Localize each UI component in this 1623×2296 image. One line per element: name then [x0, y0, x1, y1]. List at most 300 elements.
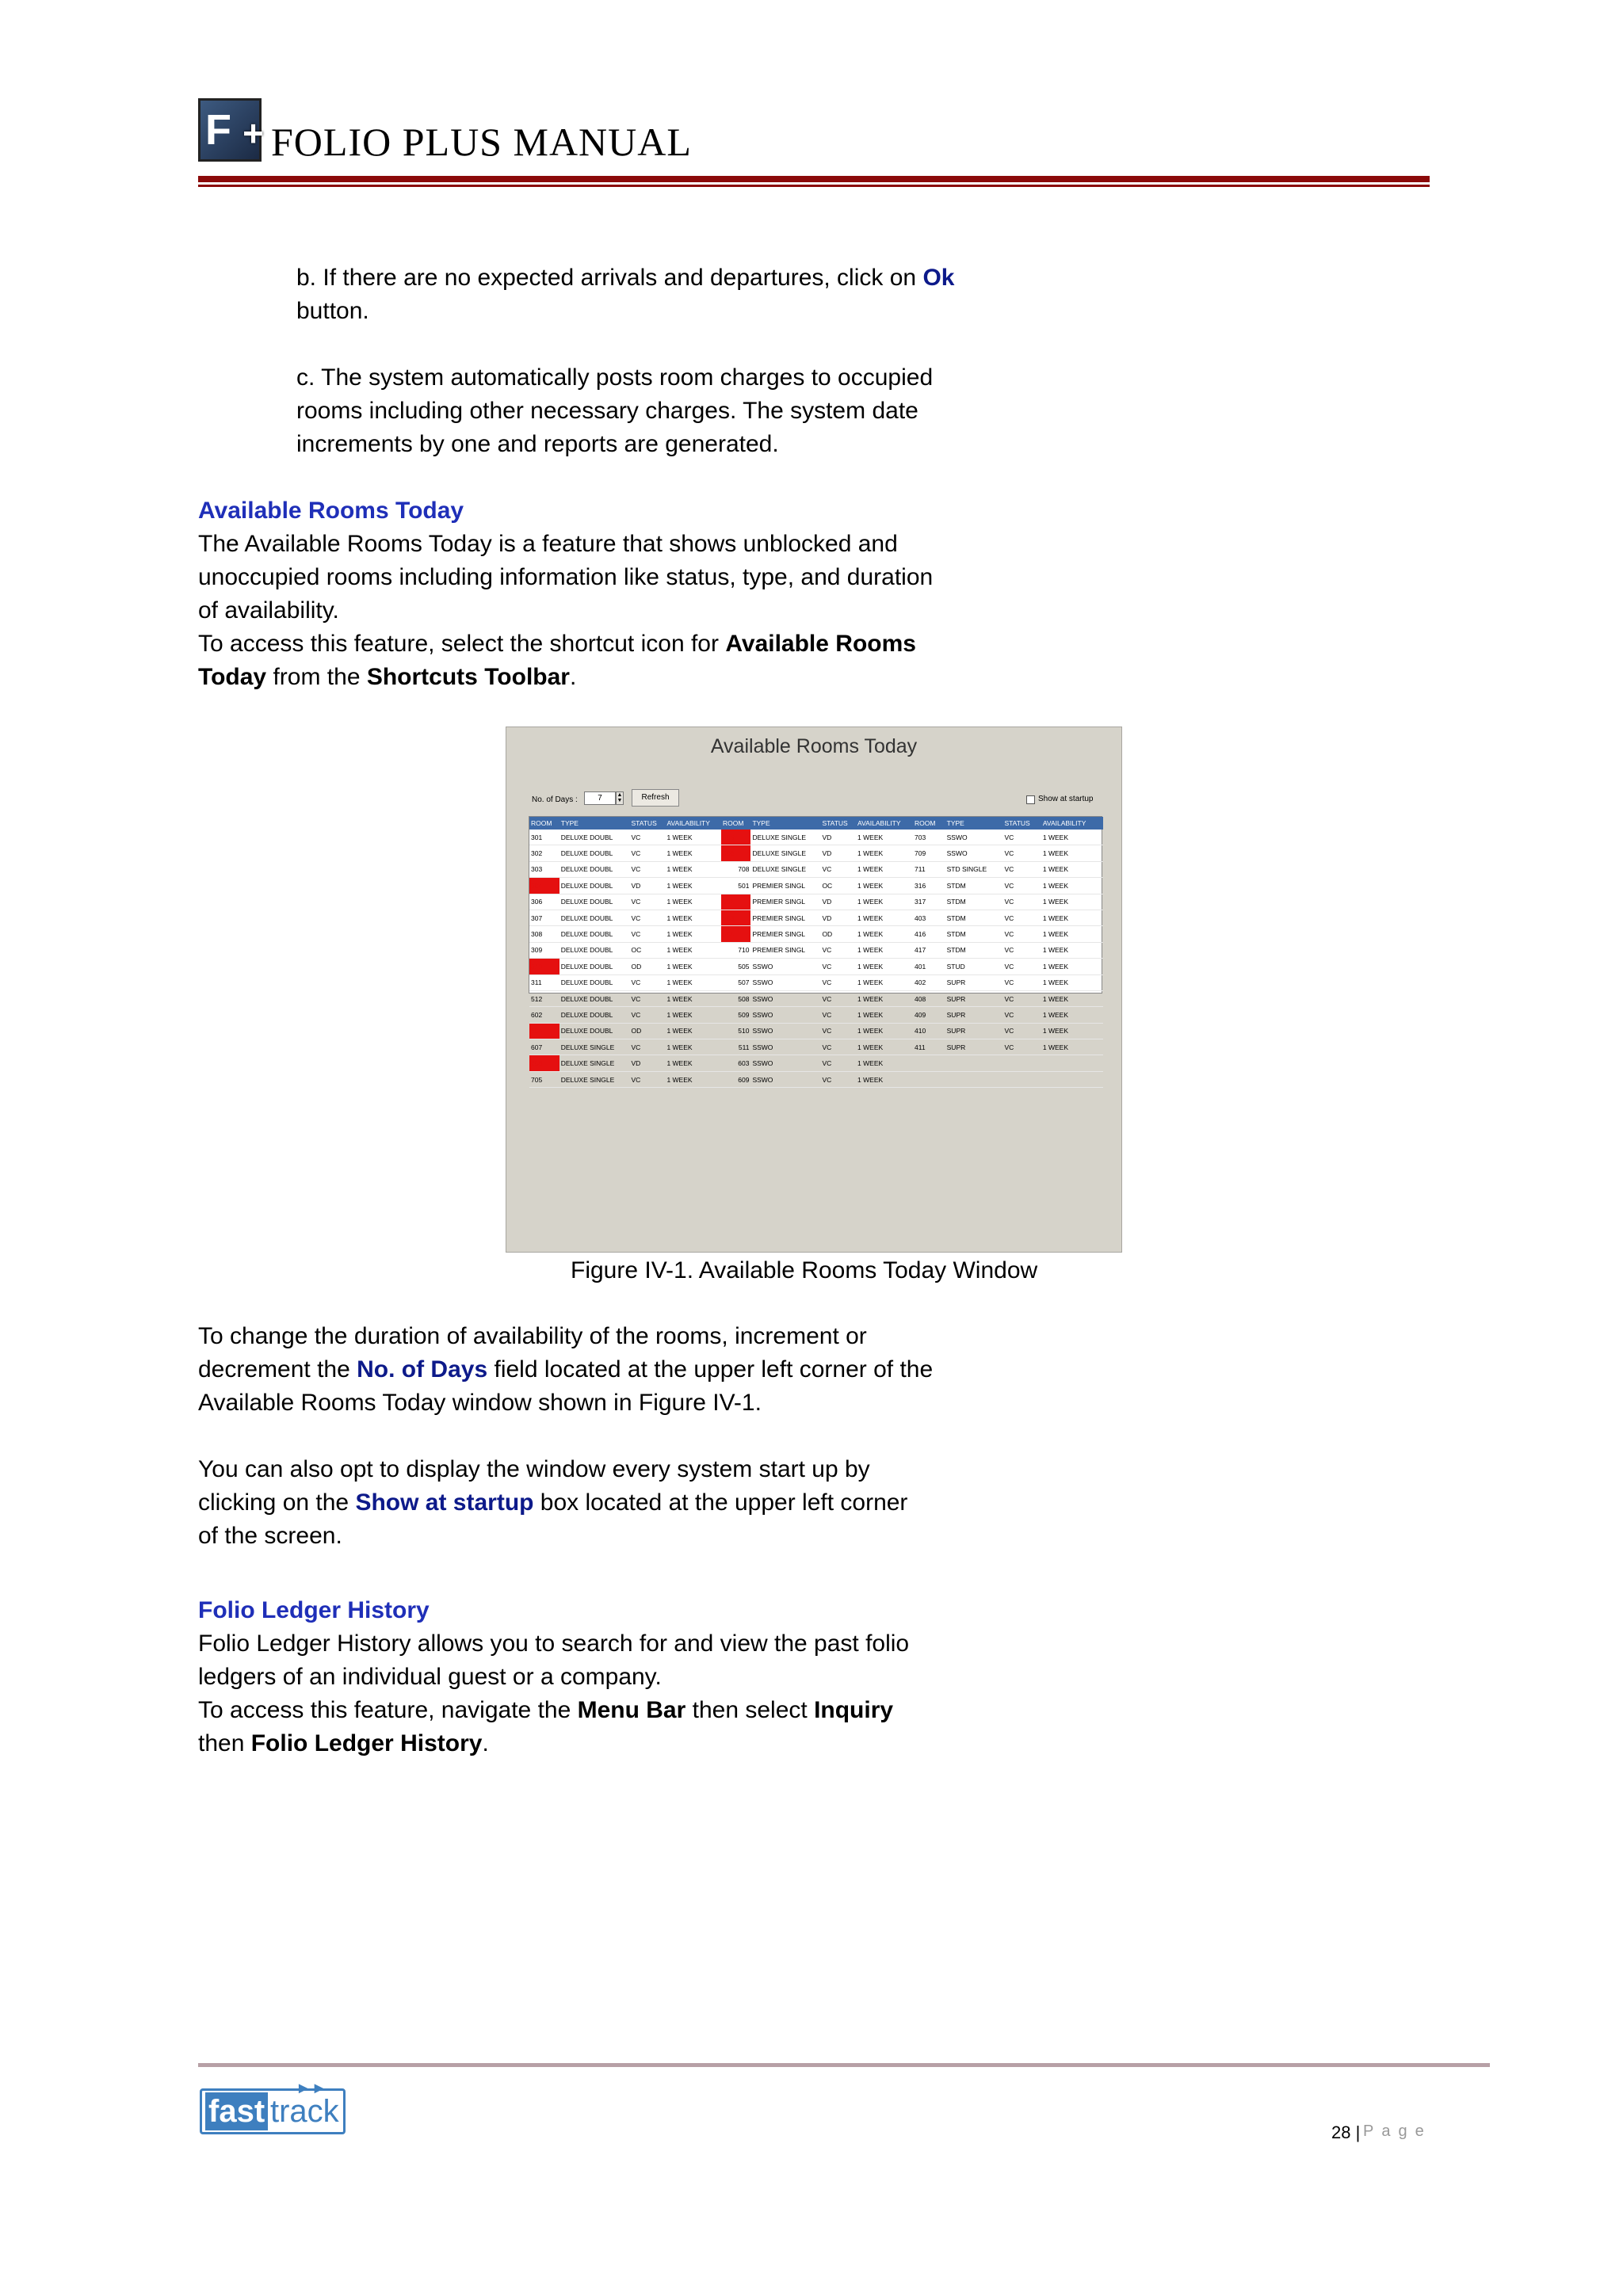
table-row[interactable] — [913, 830, 1103, 845]
table-cell: 503 — [721, 910, 750, 925]
table-cell: 1 WEEK — [856, 1071, 913, 1087]
para-days-line3: Available Rooms Today window shown in Figure IV-1. — [198, 1390, 762, 1416]
column-header-room[interactable]: ROOM — [913, 817, 945, 830]
table-cell: VC — [1002, 990, 1041, 1006]
table-cell: 1 WEEK — [665, 845, 723, 861]
table-cell: 1 WEEK — [856, 830, 913, 845]
section1-line5-end: . — [569, 664, 577, 690]
table-cell: VC — [1002, 1023, 1041, 1039]
table-cell: 1 WEEK — [1041, 845, 1103, 861]
table-row[interactable] — [529, 894, 723, 910]
column-header-room[interactable]: ROOM — [721, 817, 750, 830]
table-cell: 1 WEEK — [856, 1023, 913, 1039]
table-cell: 302 — [529, 845, 559, 861]
table-row[interactable] — [913, 926, 1103, 942]
section1-line4-bold: Available Rooms — [725, 631, 916, 657]
table-cell: VC — [1002, 1007, 1041, 1023]
para-startup-line2-end: box located at the upper left corner — [533, 1489, 908, 1516]
table-cell: 317 — [913, 894, 945, 910]
table-cell: 307 — [529, 910, 559, 925]
column-header-availability[interactable]: AVAILABILITY — [1041, 817, 1103, 830]
table-cell: VD — [820, 910, 856, 925]
table-cell: VC — [1002, 959, 1041, 974]
table-row[interactable] — [721, 845, 913, 861]
table-row[interactable] — [529, 1071, 723, 1087]
table-row[interactable] — [913, 974, 1103, 990]
table-cell: 416 — [913, 926, 945, 942]
column-header-type[interactable]: TYPE — [945, 817, 1003, 830]
document-title: FOLIO PLUS MANUAL — [271, 120, 692, 164]
table-cell: 1 WEEK — [665, 1007, 723, 1023]
table-cell — [945, 1071, 1003, 1087]
table-cell: 410 — [913, 1023, 945, 1039]
rooms-grid — [529, 816, 1102, 1084]
table-cell: 408 — [913, 990, 945, 1006]
section1-line5-mid: from the — [266, 664, 367, 690]
figure-caption: Figure IV-1. Available Rooms Today Window — [571, 1257, 1038, 1283]
table-cell: 411 — [913, 1039, 945, 1055]
ok-keyword: Ok — [922, 265, 955, 291]
table-cell: 602 — [529, 1007, 559, 1023]
table-cell: 316 — [913, 878, 945, 894]
table-cell: VD — [629, 1055, 665, 1071]
section1-line5-bold2: Shortcuts Toolbar — [366, 664, 570, 690]
table-row[interactable] — [529, 830, 723, 845]
table-row[interactable] — [913, 959, 1103, 974]
paragraph-no-of-days — [198, 1320, 933, 1420]
table-cell: STDM — [945, 878, 1003, 894]
paragraph-c-line3: increments by one and reports are generated. — [296, 431, 779, 457]
table-cell — [913, 1071, 945, 1087]
table-cell: VC — [629, 830, 665, 845]
table-cell: 1 WEEK — [1041, 1039, 1103, 1055]
section-heading-available-rooms: Available Rooms Today — [198, 498, 464, 524]
folio-plus-logo — [198, 98, 262, 162]
table-row[interactable] — [529, 1007, 723, 1023]
table-cell: 1 WEEK — [856, 974, 913, 990]
table-cell: 505 — [721, 959, 750, 974]
column-header-status[interactable]: STATUS — [1002, 817, 1041, 830]
table-cell: VD — [820, 894, 856, 910]
table-row[interactable] — [913, 861, 1103, 877]
table-cell: 1 WEEK — [856, 942, 913, 958]
table-cell: 409 — [913, 1007, 945, 1023]
table-cell: PREMIER SINGL — [750, 910, 820, 925]
page-word: Page — [1363, 2122, 1432, 2140]
table-cell: 401 — [913, 959, 945, 974]
section1-line4 — [198, 627, 933, 661]
table-row[interactable] — [529, 974, 723, 990]
table-row[interactable] — [529, 861, 723, 877]
section2-line3-mid: then select — [685, 1697, 815, 1723]
table-cell: OD — [629, 1023, 665, 1039]
table-cell: VC — [820, 1023, 856, 1039]
table-cell: 504 — [721, 926, 750, 942]
table-cell: 310 — [529, 959, 559, 974]
table-cell: VC — [1002, 1039, 1041, 1055]
table-cell: PREMIER SINGL — [750, 894, 820, 910]
table-cell: SSWO — [750, 1071, 820, 1087]
table-cell: DELUXE DOUBL — [559, 1023, 630, 1039]
logo-plus: + — [242, 113, 264, 154]
table-cell: 305 — [721, 830, 750, 845]
table-cell: 709 — [913, 845, 945, 861]
section1-line4-text: To access this feature, select the shortcut icon for — [198, 631, 726, 657]
table-cell: SSWO — [750, 990, 820, 1006]
table-cell: OC — [820, 878, 856, 894]
page-number-value: 28 — [1331, 2122, 1351, 2142]
table-cell: SUPR — [945, 1039, 1003, 1055]
table-cell: VC — [629, 845, 665, 861]
table-row[interactable] — [721, 974, 913, 990]
table-cell: 1 WEEK — [665, 830, 723, 845]
table-cell: DELUXE DOUBL — [559, 1007, 630, 1023]
table-cell: VC — [629, 1071, 665, 1087]
table-cell: VC — [629, 1007, 665, 1023]
no-of-days-input[interactable]: 7 — [584, 791, 616, 805]
section-heading-folio-ledger: Folio Ledger History — [198, 1597, 430, 1623]
table-cell: 1 WEEK — [1041, 990, 1103, 1006]
table-cell — [1041, 1071, 1103, 1087]
table-cell: 306 — [721, 845, 750, 861]
page-number — [1331, 2122, 1360, 2143]
header-rule — [198, 176, 1430, 182]
table-cell: 1 WEEK — [1041, 1007, 1103, 1023]
table-cell: DELUXE SINGLE — [559, 1055, 630, 1071]
header-rule-thin — [198, 185, 1430, 187]
table-cell: SSWO — [750, 1007, 820, 1023]
table-cell: 1 WEEK — [665, 910, 723, 925]
table-row[interactable] — [529, 910, 723, 925]
table-row[interactable] — [721, 894, 913, 910]
table-cell: SSWO — [750, 974, 820, 990]
table-cell: VC — [629, 926, 665, 942]
table-cell: SSWO — [945, 830, 1003, 845]
table-cell: 1 WEEK — [856, 861, 913, 877]
section2-line3 — [198, 1694, 909, 1727]
paragraph-c — [296, 361, 933, 461]
table-cell — [945, 1055, 1003, 1071]
table-cell — [1041, 1055, 1103, 1071]
table-row[interactable] — [721, 830, 913, 845]
column-header-status[interactable]: STATUS — [820, 817, 856, 830]
table-cell: 1 WEEK — [665, 878, 723, 894]
table-cell: 502 — [721, 894, 750, 910]
table-cell: VC — [820, 861, 856, 877]
table-cell: VC — [820, 1039, 856, 1055]
show-at-startup-label: Show at startup — [1038, 795, 1094, 803]
table-cell: VC — [1002, 942, 1041, 958]
table-cell: VC — [1002, 861, 1041, 877]
table-cell: VC — [629, 894, 665, 910]
show-at-startup-checkbox[interactable] — [1026, 795, 1035, 804]
table-cell: PREMIER SINGL — [750, 942, 820, 958]
table-cell: 1 WEEK — [665, 942, 723, 958]
section2-line3-text: To access this feature, navigate the — [198, 1697, 578, 1723]
table-cell: 1 WEEK — [665, 974, 723, 990]
column-header-availability[interactable]: AVAILABILITY — [856, 817, 913, 830]
para-days-line1: To change the duration of availability of the rooms, increment or — [198, 1323, 867, 1349]
table-cell: 507 — [721, 974, 750, 990]
table-cell: VC — [820, 959, 856, 974]
table-row[interactable] — [721, 990, 913, 1006]
table-row[interactable] — [721, 910, 913, 925]
para-days-line2-end: field located at the upper left corner of the — [487, 1356, 934, 1383]
table-cell: VC — [820, 990, 856, 1006]
table-cell: STDM — [945, 894, 1003, 910]
table-cell: VC — [1002, 878, 1041, 894]
table-cell: 1 WEEK — [1041, 910, 1103, 925]
section1-line2: unoccupied rooms including information like status, type, and duration — [198, 564, 934, 590]
paragraph-show-at-startup — [198, 1453, 907, 1553]
table-row[interactable] — [721, 1007, 913, 1023]
table-cell: VC — [820, 1007, 856, 1023]
table-cell: DELUXE DOUBL — [559, 942, 630, 958]
column-header-status[interactable]: STATUS — [629, 817, 665, 830]
table-cell: 417 — [913, 942, 945, 958]
table-cell: DELUXE SINGLE — [750, 830, 820, 845]
para-startup-line3: of the screen. — [198, 1523, 342, 1549]
paragraph-c-line1: c. The system automatically posts room charges to occupied — [296, 364, 934, 391]
fasttrack-arrows-icon: ►► — [296, 2080, 327, 2097]
section2-line4-text: then — [198, 1730, 251, 1756]
table-cell: 603 — [721, 1055, 750, 1071]
table-cell: VC — [629, 974, 665, 990]
table-cell: DELUXE DOUBL — [559, 861, 630, 877]
table-cell: STDM — [945, 926, 1003, 942]
table-cell — [1002, 1055, 1041, 1071]
table-cell: DELUXE DOUBL — [559, 878, 630, 894]
table-cell: DELUXE DOUBL — [559, 974, 630, 990]
refresh-button[interactable]: Refresh — [632, 789, 679, 807]
table-cell: SSWO — [750, 1055, 820, 1071]
table-row[interactable] — [913, 894, 1103, 910]
footer-rule — [198, 2063, 1490, 2067]
table-cell: SUPR — [945, 990, 1003, 1006]
section2-line1: Folio Ledger History allows you to search for and view the past folio — [198, 1630, 910, 1657]
fasttrack-logo — [200, 2080, 346, 2134]
section-folio-ledger-history — [198, 1594, 909, 1760]
table-cell: 1 WEEK — [856, 845, 913, 861]
table-row[interactable] — [721, 861, 913, 877]
table-cell: VC — [1002, 845, 1041, 861]
column-header-type[interactable]: TYPE — [750, 817, 820, 830]
table-cell: 703 — [913, 830, 945, 845]
table-cell: 1 WEEK — [856, 959, 913, 974]
table-cell: VC — [1002, 974, 1041, 990]
paragraph-c-line2: rooms including other necessary charges. The system date — [296, 398, 918, 424]
table-cell: DELUXE DOUBL — [559, 990, 630, 1006]
table-row[interactable] — [721, 942, 913, 958]
table-cell: DELUXE DOUBL — [559, 830, 630, 845]
table-cell: 508 — [721, 990, 750, 1006]
section-available-rooms — [198, 494, 933, 694]
table-cell: 607 — [529, 1039, 559, 1055]
table-cell: 1 WEEK — [665, 1071, 723, 1087]
section2-line2: ledgers of an individual guest or a company. — [198, 1664, 662, 1690]
table-row[interactable] — [721, 1039, 913, 1055]
table-row[interactable] — [721, 878, 913, 894]
table-cell: 301 — [529, 830, 559, 845]
paragraph-b-text: b. If there are no expected arrivals and departures, click on — [296, 265, 923, 291]
table-cell: OC — [629, 942, 665, 958]
window-title: Available Rooms Today — [710, 735, 918, 757]
table-row[interactable] — [721, 1071, 913, 1087]
table-cell: 1 WEEK — [856, 910, 913, 925]
table-cell: VC — [629, 1039, 665, 1055]
no-of-days-spinner[interactable]: ▲ ▼ — [617, 792, 623, 803]
table-row[interactable] — [913, 878, 1103, 894]
table-cell: 708 — [721, 861, 750, 877]
para-days-line2 — [198, 1353, 933, 1386]
no-of-days-keyword: No. of Days — [357, 1356, 488, 1383]
fasttrack-logo-track: track — [270, 2094, 339, 2129]
table-cell: 1 WEEK — [856, 894, 913, 910]
table-cell: 1 WEEK — [1041, 974, 1103, 990]
table-cell: SSWO — [945, 845, 1003, 861]
table-cell: STDM — [945, 910, 1003, 925]
table-cell: 1 WEEK — [665, 990, 723, 1006]
table-row[interactable] — [529, 1055, 723, 1071]
table-cell: 308 — [529, 926, 559, 942]
table-cell: 1 WEEK — [1041, 861, 1103, 877]
section2-line4-end: . — [482, 1730, 489, 1756]
table-cell: VC — [1002, 830, 1041, 845]
table-cell: 1 WEEK — [665, 1023, 723, 1039]
table-row[interactable] — [529, 1023, 723, 1039]
fasttrack-logo-fast: fast — [205, 2092, 268, 2130]
section1-line5-bold: Today — [198, 664, 267, 690]
table-cell: SSWO — [750, 1039, 820, 1055]
show-at-startup-keyword: Show at startup — [355, 1489, 534, 1516]
section1-line3: of availability. — [198, 597, 339, 624]
table-row[interactable] — [721, 926, 913, 942]
table-row[interactable] — [913, 910, 1103, 925]
table-cell: DELUXE DOUBL — [559, 926, 630, 942]
table-cell: 501 — [721, 878, 750, 894]
para-days-line2-text: decrement the — [198, 1356, 357, 1383]
table-cell: 1 WEEK — [665, 894, 723, 910]
table-row[interactable] — [529, 845, 723, 861]
table-row[interactable] — [913, 1055, 1103, 1071]
table-cell: PREMIER SINGL — [750, 926, 820, 942]
table-row[interactable] — [913, 942, 1103, 958]
table-cell: VC — [629, 861, 665, 877]
table-row[interactable] — [721, 1023, 913, 1039]
table-cell: SSWO — [750, 1023, 820, 1039]
table-cell: DELUXE DOUBL — [559, 894, 630, 910]
table-cell: 1 WEEK — [1041, 878, 1103, 894]
table-cell: 609 — [721, 1071, 750, 1087]
column-header-type[interactable]: TYPE — [559, 817, 630, 830]
table-cell: 1 WEEK — [665, 1055, 723, 1071]
table-cell: 1 WEEK — [856, 990, 913, 1006]
para-startup-line2-text: clicking on the — [198, 1489, 356, 1516]
table-cell: 1 WEEK — [665, 926, 723, 942]
table-cell: VC — [820, 942, 856, 958]
section2-line4 — [198, 1727, 909, 1760]
table-row[interactable] — [913, 1071, 1103, 1087]
table-cell: 1 WEEK — [1041, 1023, 1103, 1039]
table-cell: 1 WEEK — [856, 1007, 913, 1023]
table-row[interactable] — [913, 990, 1103, 1006]
table-cell: 1 WEEK — [665, 959, 723, 974]
table-cell: DELUXE SINGLE — [750, 845, 820, 861]
table-row[interactable] — [913, 1039, 1103, 1055]
table-cell: STUD — [945, 959, 1003, 974]
column-header-room[interactable]: ROOM — [529, 817, 559, 830]
table-cell: 1 WEEK — [1041, 894, 1103, 910]
table-cell: 512 — [529, 990, 559, 1006]
table-cell: VC — [820, 1071, 856, 1087]
table-cell: VC — [820, 974, 856, 990]
table-cell: 1 WEEK — [665, 861, 723, 877]
table-cell: 604 — [529, 1023, 559, 1039]
table-cell: 1 WEEK — [856, 1055, 913, 1071]
table-cell: DELUXE DOUBL — [559, 959, 630, 974]
table-cell: OD — [820, 926, 856, 942]
table-cell: PREMIER SINGL — [750, 878, 820, 894]
table-cell: VC — [1002, 926, 1041, 942]
table-row[interactable] — [529, 959, 723, 974]
para-startup-line1: You can also opt to display the window every system start up by — [198, 1456, 870, 1482]
table-row[interactable] — [529, 1039, 723, 1055]
table-cell: SUPR — [945, 974, 1003, 990]
table-cell: 1 WEEK — [856, 878, 913, 894]
paragraph-b-line2: button. — [296, 298, 369, 324]
folio-ledger-history-keyword: Folio Ledger History — [250, 1730, 483, 1756]
no-of-days-label: No. of Days : — [532, 795, 578, 804]
table-cell: 510 — [721, 1023, 750, 1039]
table-cell: SUPR — [945, 1023, 1003, 1039]
table-cell: 1 WEEK — [856, 926, 913, 942]
table-row[interactable] — [721, 959, 913, 974]
para-startup-line2 — [198, 1486, 907, 1520]
table-row[interactable] — [721, 1055, 913, 1071]
table-row[interactable] — [529, 878, 723, 894]
table-cell: 1 WEEK — [1041, 926, 1103, 942]
table-cell: 306 — [529, 894, 559, 910]
table-cell: 1 WEEK — [1041, 830, 1103, 845]
table-row[interactable] — [913, 845, 1103, 861]
table-cell: 1 WEEK — [1041, 959, 1103, 974]
table-row[interactable] — [913, 1007, 1103, 1023]
table-cell: 311 — [529, 974, 559, 990]
paragraph-b — [296, 261, 954, 328]
table-row[interactable] — [529, 990, 723, 1006]
table-cell: 403 — [913, 910, 945, 925]
table-cell: DELUXE SINGLE — [750, 861, 820, 877]
table-cell: 1 WEEK — [1041, 942, 1103, 958]
available-rooms-window — [506, 727, 1122, 1253]
column-header-availability[interactable]: AVAILABILITY — [665, 817, 723, 830]
table-cell: DELUXE SINGLE — [559, 1071, 630, 1087]
table-cell: 1 WEEK — [665, 1039, 723, 1055]
rooms-table-2 — [721, 817, 913, 1088]
table-cell: 1 WEEK — [856, 1039, 913, 1055]
table-cell: 608 — [529, 1055, 559, 1071]
table-cell: DELUXE SINGLE — [559, 1039, 630, 1055]
table-cell: VD — [820, 830, 856, 845]
table-row[interactable] — [913, 1023, 1103, 1039]
table-cell: VD — [629, 878, 665, 894]
table-row[interactable] — [529, 926, 723, 942]
section1-line1: The Available Rooms Today is a feature that shows unblocked and — [198, 531, 898, 557]
table-cell: VD — [820, 845, 856, 861]
logo-letter: F — [205, 106, 231, 154]
table-cell: DELUXE DOUBL — [559, 910, 630, 925]
table-row[interactable] — [529, 942, 723, 958]
